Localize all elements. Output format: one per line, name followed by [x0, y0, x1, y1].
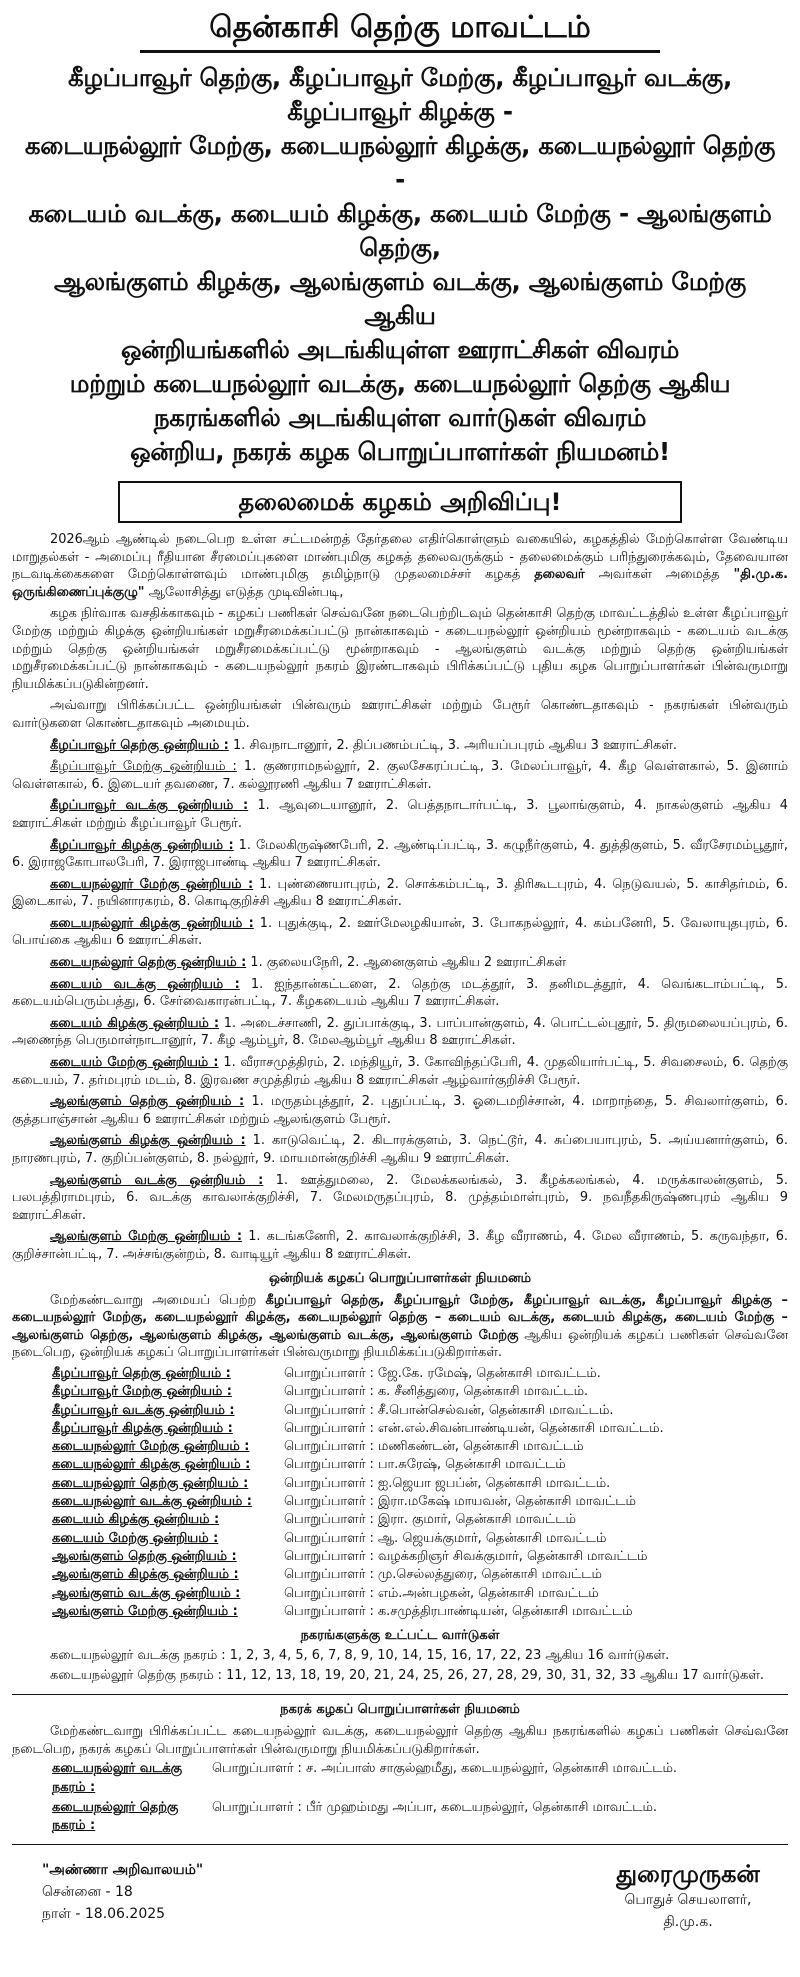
union-name: கீழப்பாவூர் கிழக்கு ஒன்றியம் : [50, 837, 234, 853]
headline-line: கடையநல்லூர் மேற்கு, கடையநல்லூர் கிழக்கு, கடையநல்லூர் தெற்கு - [24, 131, 776, 194]
resp-place: தென்காசி மாவட்டம். [459, 1384, 589, 1400]
union-entry [12, 758, 788, 793]
committee-name: "தி.மு.க. ஒருங்கிணைப்புக்குழு" [12, 567, 789, 600]
notice-date: நாள் - 18.06.2025 [42, 1905, 166, 1922]
headline-line: மற்றும் கடையநல்லூர் வடக்கு, கடையநல்லூர் தெற்கு ஆகிய [69, 369, 731, 398]
union-panchayats: 1. ஆவுடையானூர், 2. பெத்தநாடார்பட்டி, 3. பூலாங்குளம், 4. நாகல்குளம் ஆகிய 4 ஊராட்சிகள் மற்றும் கீழப்பாவூர் பேரூர். [12, 798, 788, 831]
union-resp-row [12, 1475, 788, 1493]
resp-label: பொறுப்பாளர் : [284, 1420, 374, 1436]
ward-list-item: கடையநல்லூர் தெற்கு நகரம் : 11, 12, 13, 18, 19, 20, 21, 24, 25, 26, 27, 28, 29, 30, 31, 32, 33 ஆகிய 17 வார்டுகள். [50, 1667, 764, 1683]
resp-label: பொறுப்பாளர் : [284, 1365, 374, 1381]
resp-person: இரா.மகேஷ் மாயவன், [377, 1494, 512, 1510]
union-names: கீழப்பாவூர் தெற்கு, கீழப்பாவூர் மேற்கு, கீழப்பாவூர் வடக்கு, கீழப்பாவூர் கிழக்கு – கடையநல்லூர் மேற்கு, கடையநல்லூர் கிழக்கு, கடையநல்லூர் தெற்கு – கடையம் வடக்கு, கடையம் கிழக்கு, கடையம் மேற்கு – ஆலங்குளம் தெற்கு, ஆலங்குளம் கிழக்கு, ஆலங்குளம் வடக்கு, ஆலங்குளம் மேற்கு [12, 1292, 788, 1343]
intro-paragraph [12, 531, 788, 601]
resp-label: பொறுப்பாளர் : [284, 1457, 374, 1473]
resp-label: பொறுப்பாளர் : [284, 1439, 374, 1455]
union-resp-row [12, 1438, 788, 1456]
resp-person: ஆ. ஜெயக்குமார், [377, 1530, 482, 1546]
resp-label: பொறுப்பாளர் : [284, 1548, 374, 1564]
union-name: கடையம் மேற்கு ஒன்றியம் : [50, 1055, 219, 1071]
resp-person: க. சீனித்துரை, [377, 1384, 460, 1400]
union-resp-row [12, 1402, 788, 1420]
resp-label: பொறுப்பாளர் : [284, 1402, 374, 1418]
union-name: ஆலங்குளம் மேற்கு ஒன்றியம் : [50, 1229, 243, 1245]
union-name: கீழப்பாவூர் மேற்கு ஒன்றியம் : [52, 1384, 232, 1400]
resp-place: தென்காசி மாவட்டம் [481, 1530, 607, 1546]
town-resp-row [12, 1760, 788, 1797]
union-entry [12, 954, 788, 972]
wards-heading: நகரங்களுக்கு உட்பட்ட வார்டுகள் [300, 1628, 500, 1644]
resp-place: தென்காசி மாவட்டம். [484, 1402, 614, 1418]
town-resp-row [12, 1799, 788, 1836]
union-panchayats: 1. காடுவெட்டி, 2. கிடாரக்குளம், 3. நெட்டூர், 4. சுப்பையாபுரம், 5. அய்யனார்குளம், 6. நாரணபுரம், 7. குறிப்பன்குளம், 8. நல்லூர், 9. மாயமான்குறிச்சி ஆகிய 9 ஊராட்சிகள். [12, 1133, 788, 1166]
union-name: ஆலங்குளம் கிழக்கு ஒன்றியம் : [50, 1133, 246, 1149]
union-panchayats: 1. மருதம்புத்தூர், 2. புதுப்பட்டி, 3. ஓடைமறிச்சான், 4. மாறாந்தை, 5. சிவலார்குளம், 6. குத்தபாஞ்சான் ஆகிய 6 ஊராட்சிகள் மற்றும் ஆலங்குளம் பேரூர். [12, 1094, 788, 1127]
resp-person: எம்.அன்பழகன், [377, 1585, 475, 1601]
union-resp-row [12, 1530, 788, 1548]
union-resp-list [12, 1365, 788, 1621]
resp-person: என்.எல்.சிவன்பாண்டியன், [377, 1420, 535, 1436]
union-entry [12, 1093, 788, 1128]
union-name: கடையநல்லூர் தெற்கு ஒன்றியம் : [50, 955, 247, 971]
resp-label: பொறுப்பாளர் : [284, 1494, 374, 1510]
section-divider [12, 1694, 788, 1695]
resp-place: தென்காசி மாவட்டம் [507, 1603, 633, 1619]
section-divider [12, 1844, 788, 1845]
headline-line: ஒன்றியங்களில் அடங்கியுள்ள ஊராட்சிகள் விவரம் [120, 335, 680, 364]
union-name: கீழப்பாவூர் மேற்கு ஒன்றியம் : [50, 759, 237, 775]
resp-place: தென்காசி மாவட்டம் [511, 1494, 636, 1510]
intro-text: மேற்கண்டவாறு அமையப் பெற்ற [50, 1292, 266, 1308]
union-name: ஆலங்குளம் வடக்கு ஒன்றியம் : [52, 1585, 241, 1601]
office-name: "அண்ணா அறிவாலயம்" [42, 1861, 204, 1878]
union-name: கீழப்பாவூர் வடக்கு ஒன்றியம் : [52, 1402, 235, 1418]
union-resp-row [12, 1511, 788, 1529]
union-panchayats: 1. புண்ணையாபுரம், 2. சொக்கம்பட்டி, 3. திரிகூடபுரம், 4. நெடுவயல், 5. காசிதர்மம், 6. இடைகால், 7. நயினாரகரம், 8. கொடிகுறிச்சி ஆகிய 8 ஊராட்சிகள். [12, 876, 789, 910]
union-entry [12, 737, 788, 755]
union-panchayats: 1. ஊத்துமலை, 2. மேலக்கலங்கல், 3. கீழக்கலங்கல், 4. மருக்காலன்குளம், 5. பலபத்திராமபுரம், 6. வடக்கு காவலாக்குறிச்சி, 7. மேலமருதப்புரம், 8. முத்தம்மாள்புரம், 9. நவநீதகிருஷ்ணபுரம் ஆகிய 9 ஊராட்சிகள். [12, 1172, 788, 1223]
resp-place: தென்காசி மாவட்டம். [472, 1365, 601, 1381]
ward-list-item: கடையநல்லூர் வடக்கு நகரம் : 1, 2, 3, 4, 5, 6, 7, 8, 9, 10, 14, 15, 16, 17, 22, 23 ஆகிய 16 வார்டுகள். [50, 1648, 670, 1664]
union-list [12, 737, 788, 1264]
union-entry [12, 1015, 788, 1050]
resp-person: ஐ.ஜெயா ஜபப்ன், [377, 1475, 482, 1491]
restructure-paragraph: கழக நிர்வாக வசதிக்காகவும் - கழகப் பணிகள் செவ்வனே நடைபெற்றிடவும் தென்காசி தெற்கு மாவட்டத்தில் உள்ள கீழப்பாவூர் மேற்கு மற்றும் கிழக்கு ஒன்றியங்கள் மறுசீரமைக்கப்பட்டு நான்காகவும் - கடையநல்லூர் ஒன்றியம் மூன்றாகவும் - கடையம் வடக்கு மற்றும் தெற்கு ஒன்றியங்கள் மறுசீரமைக்கப்பட்டு மூன்றாகவும் - ஆலங்குளம் வடக்கு மற்றும் தெற்கு ஒன்றியங்கள் மறுசீரமைக்கப்பட்டு நான்காகவும் - கடையநல்லூர் நகரம் இரண்டாகவும் பிரிக்கப்பட்டு புதிய கழக பொறுப்பாளர்கள் பின்வருமாறு நியமிக்கப்படுகின்றனர். [12, 606, 788, 692]
resp-person: மணிகண்டன், [377, 1439, 459, 1455]
union-entry [12, 837, 788, 872]
district-title: தென்காசி தெற்கு மாவட்டம் [140, 10, 660, 53]
union-name: கீழப்பாவூர் வடக்கு ஒன்றியம் : [50, 798, 249, 814]
union-resp-row [12, 1456, 788, 1474]
union-resp-row [12, 1585, 788, 1603]
union-name: கடையநல்லூர் மேற்கு ஒன்றியம் : [50, 876, 254, 892]
resp-person: சீ.பொன்செல்வன், [377, 1402, 485, 1418]
resp-place: தென்காசி மாவட்டம் [458, 1439, 584, 1455]
resp-label: பொறுப்பாளர் : [284, 1530, 374, 1546]
resp-label: பொறுப்பாளர் : [284, 1585, 374, 1601]
union-panchayats: 1. வீராசமுத்திரம், 2. மந்தியூர், 3. கோவிந்தப்பேரி, 4. முதலியார்பட்டி, 5. சிவசைலம், 6. தெற்கு கடையம், 7. தர்மபுரம் மடம், 8. இரவண சமுத்திரம் ஆகிய 8 ஊராட்சிகள் ஆழ்வார்குறிச்சி பேரூர். [12, 1055, 788, 1088]
union-panchayats: 1. கடங்கனேரி, 2. காவலாக்குறிச்சி, 3. கீழ வீராணம், 4. மேல வீராணம், 5. கருவந்தா, 6. குறிச்சான்பட்டி, 7. அச்சங்குன்றம், 8. வாடியூர் ஆகிய 8 ஊராட்சிகள். [12, 1229, 789, 1262]
union-name: கீழப்பாவூர் தெற்கு ஒன்றியம் : [52, 1365, 231, 1381]
town-name: கடையநல்லூர் வடக்கு நகரம் : [52, 1761, 182, 1795]
union-name: ஆலங்குளம் கிழக்கு ஒன்றியம் : [52, 1567, 239, 1583]
headline-line: கடையம் வடக்கு, கடையம் கிழக்கு, கடையம் மேற்கு - ஆலங்குளம் தெற்கு, [28, 199, 772, 262]
resp-label: பொறுப்பாளர் : [284, 1603, 374, 1619]
footer-address [12, 1859, 203, 1933]
union-entry [12, 1228, 788, 1263]
union-resp-row [12, 1383, 788, 1401]
resp-person: வழக்கறிஞர் சிவக்குமார், [377, 1548, 523, 1564]
town-resp-intro: மேற்கண்டவாறு பிரிக்கப்பட்ட கடையநல்லூர் வடக்கு, கடையநல்லூர் தெற்கு ஆகிய நகரங்களில் கழகப் பணிகள் செவ்வனே நடைபெற, நகரக் கழகப் பொறுப்பாளர்கள் பின்வருமாறு நியமிக்கப்படுகிறார்கள். [12, 1724, 788, 1757]
town-name: கடையநல்லூர் தெற்கு நகரம் : [52, 1800, 179, 1834]
headline-line: ஒன்றிய, நகரக் கழக பொறுப்பாளர்கள் நியமனம்! [130, 437, 670, 466]
signature-block [588, 1859, 788, 1933]
union-resp-row [12, 1548, 788, 1566]
union-name: கடையநல்லூர் தெற்கு ஒன்றியம் : [52, 1475, 249, 1491]
intro-text: ஆகிய ஒன்றியக் கழகப் பணிகள் செவ்வனே நடைபெற, ஒன்றியக் கழகப் பொறுப்பாளர்கள் பின்வருமாறு நியமிக்கப்படுகிறார்கள். [12, 1327, 788, 1361]
union-panchayats: 1. மேலகிருஷ்ணபேரி, 2. ஆண்டிப்பட்டி, 3. கழுநீர்குளம், 4. துத்திகுளம், 5. வீரசேரமம்பூதூர், 6. இராஜகோபாலபேரி, 7. இராஜபாண்டி ஆகிய 7 ஊராட்சிகள். [12, 837, 789, 871]
union-resp-row [12, 1420, 788, 1438]
notice-page [12, 0, 788, 1933]
resp-label: பொறுப்பாளர் : [284, 1512, 374, 1528]
union-name: ஆலங்குளம் மேற்கு ஒன்றியம் : [52, 1603, 238, 1619]
union-entry [12, 1172, 788, 1225]
union-entry [12, 876, 788, 911]
union-name: கீழப்பாவூர் தெற்கு ஒன்றியம் : [50, 737, 229, 753]
union-resp-row [12, 1566, 788, 1584]
union-name: கடையநல்லூர் கிழக்கு ஒன்றியம் : [52, 1457, 251, 1473]
signatory-designation: பொதுச் செயலாளர், [624, 1891, 752, 1908]
resp-person: இரா. குமார், [377, 1512, 452, 1528]
union-name: ஆலங்குளம் வடக்கு ஒன்றியம் : [50, 1172, 264, 1188]
union-name: ஆலங்குளம் தெற்கு ஒன்றியம் : [50, 1094, 245, 1110]
headline-line: கீழப்பாவூர் தெற்கு, கீழப்பாவூர் மேற்கு, கீழப்பாவூர் வடக்கு, கீழப்பாவூர் கிழக்கு - [67, 63, 732, 126]
union-panchayats: 1. குணராமநல்லூர், 2. குலசேகரப்பட்டி, 3. மேலப்பாவூர், 4. கீழ வெள்ளகால், 5. இனாம் வெள்ளகால், 6. இடையர் தவணை, 7. கல்லூரணி ஆகிய 7 ஊராட்சிகள். [12, 759, 788, 792]
signatory-name: துரைமுருகன் [616, 1859, 760, 1888]
resp-label: பொறுப்பாளர் : [284, 1475, 374, 1491]
union-name: கடையநல்லூர் மேற்கு ஒன்றியம் : [52, 1439, 250, 1455]
union-name: கீழப்பாவூர் கிழக்கு ஒன்றியம் : [52, 1420, 233, 1436]
union-panchayats: 1. அடைச்சாணி, 2. துப்பாக்குடி, 3. பாப்பான்குளம், 4. பொட்டல்புதூர், 5. திருமலையப்புரம், 6. அணைந்த பெருமாள்நாடானூர், 7. கீழ ஆம்பூர், 8. மேலஆம்பூர் ஆகிய 8 ஊராட்சிகள். [12, 1015, 788, 1049]
union-resp-heading: ஒன்றியக் கழகப் பொறுப்பாளர்கள் நியமனம் [268, 1270, 532, 1286]
union-resp-row [12, 1365, 788, 1383]
resp-place: தென்காசி மாவட்டம். [534, 1420, 664, 1436]
union-panchayats: 1. குலையநேரி, 2. ஆனைகுளம் ஆகிய 2 ஊராட்சிகள் [246, 955, 567, 971]
union-name: கடையம் கிழக்கு ஒன்றியம் : [52, 1512, 220, 1528]
town-resp-text: பொறுப்பாளர் : ச. அப்பாஸ் சாகுல்ஹமீது, கடையநல்லூர், தென்காசி மாவட்டம். [212, 1761, 677, 1777]
resp-place: தென்காசி மாவட்டம் [522, 1548, 648, 1564]
resp-person: பா.சுரேஷ், [377, 1457, 442, 1473]
union-entry [12, 1054, 788, 1089]
union-entry [12, 976, 788, 1011]
resp-person: ஜே.கே. ரமேஷ், [377, 1365, 473, 1381]
resp-place: தென்காசி மாவட்டம். [481, 1475, 611, 1491]
resp-label: பொறுப்பாளர் : [284, 1384, 374, 1400]
office-city: சென்னை - 18 [42, 1883, 133, 1900]
notice-title-box: தலைமைக் கழகம் அறிவிப்பு! [118, 481, 682, 523]
footer [12, 1859, 788, 1933]
union-entry [12, 1132, 788, 1167]
union-resp-row [12, 1603, 788, 1621]
town-resp-list [12, 1760, 788, 1835]
union-name: கடையம் மேற்கு ஒன்றியம் : [52, 1530, 219, 1546]
union-resp-intro [12, 1292, 788, 1362]
resp-person: மு.செல்லத்துரை, [377, 1567, 478, 1583]
resp-place: தென்காசி மாவட்டம் [477, 1567, 602, 1583]
town-resp-text: பொறுப்பாளர் : பீர் முஹம்மது அப்பா, கடையநல்லூர், தென்காசி மாவட்டம். [212, 1800, 657, 1816]
resp-person: க.சமுத்திரபாண்டியன், [377, 1603, 508, 1619]
union-resp-row [12, 1493, 788, 1511]
resp-label: பொறுப்பாளர் : [284, 1567, 374, 1583]
intro-text: 2026ஆம் ஆண்டில் நடைபெற உள்ள சட்டமன்றத் தேர்தலை எதிர்கொள்ளும் வகையில், கழகத்தில் மேற்கொள்ள வேண்டிய மாறுதல்கள் - அமைப்பு ரீதியான சீரமைப்புகளை மாண்புமிகு கழகத் தலைவருக்கும் - தலைமைக்கும் பரிந்துரைக்கவும், தேவையான நடவடிக்கைகளை மேற்கொள்ளவும் மாண்புமிகு தமிழ்நாடு முதலமைச்சர் கழகத் [12, 532, 788, 583]
union-name: கடையம் வடக்கு ஒன்றியம் : [50, 976, 240, 992]
union-name: ஆலங்குளம் தெற்கு ஒன்றியம் : [52, 1548, 237, 1564]
composition-paragraph: அவ்வாறு பிரிக்கப்பட்ட ஒன்றியங்கள் பின்வரும் ஊராட்சிகள் மற்றும் பேரூர் கொண்டதாகவும் - நகரங்கள் பின்வரும் வார்டுகளை கொண்டதாகவும் அமையும். [12, 698, 788, 731]
resp-place: தென்காசி மாவட்டம் [451, 1512, 576, 1528]
union-panchayats: 1. புதுக்குடி, 2. ஊர்மேலழகியான், 3. போகநல்லூர், 4. கம்பனேரி, 5. வேலாயுதபுரம், 6. பொய்கை ஆகிய 6 ஊராட்சிகள். [12, 915, 789, 949]
headline-line: ஆலங்குளம் கிழக்கு, ஆலங்குளம் வடக்கு, ஆலங்குளம் மேற்கு ஆகிய [54, 267, 746, 330]
intro-text: ஆலோசித்து எடுத்த முடிவின்படி, [144, 584, 344, 600]
union-panchayats: 1. சிவநாடானூர், 2. திப்பணம்பட்டி, 3. அரியப்பபுரம் ஆகிய 3 ஊராட்சிகள். [228, 737, 677, 753]
intro-bold: தலைவர் [534, 567, 585, 583]
union-name: கடையம் கிழக்கு ஒன்றியம் : [50, 1015, 220, 1031]
resp-place: தென்காசி மாவட்டம் [474, 1585, 599, 1601]
union-entry [12, 797, 788, 832]
intro-text: அவர்கள் அமைத்த [584, 567, 734, 583]
union-panchayats: 1. ஐந்தான்கட்டளை, 2. தெற்கு மடத்தூர், 3. தனிமடத்தூர், 4. வெங்கடாம்பட்டி, 5. கடையம்பெரும்பத்து, 6. சேர்வைகாரன்பட்டி, 7. கீழகடையம் ஆகிய 7 ஊராட்சிகள். [12, 976, 788, 1010]
union-name: கடையநல்லூர் வடக்கு ஒன்றியம் : [52, 1494, 252, 1510]
headline [16, 61, 784, 469]
union-name: கடையநல்லூர் கிழக்கு ஒன்றியம் : [50, 915, 254, 931]
town-resp-heading: நகரக் கழகப் பொறுப்பாளர்கள் நியமனம் [280, 1702, 520, 1718]
resp-place: தென்காசி மாவட்டம் [441, 1457, 566, 1473]
signatory-org: தி.மு.க. [663, 1913, 713, 1930]
union-entry [12, 915, 788, 950]
headline-line: நகரங்களில் அடங்கியுள்ள வார்டுகள் விவரம் [153, 403, 647, 432]
